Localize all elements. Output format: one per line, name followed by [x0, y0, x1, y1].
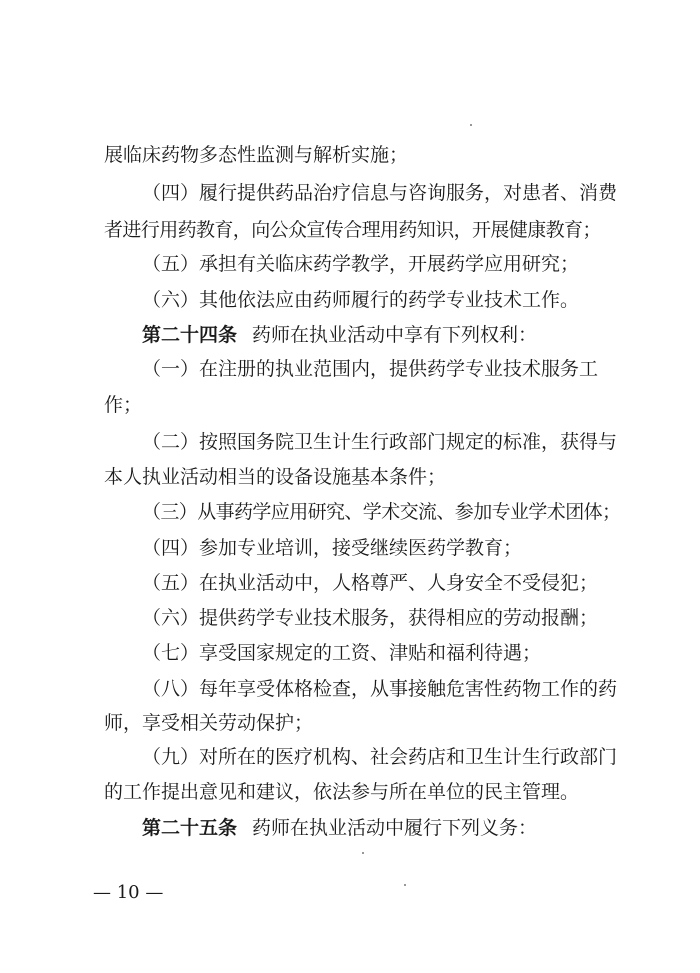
text-line-content: 药师在执业活动中履行下列义务： — [252, 817, 538, 839]
text-line-content: （四）参加专业培训，接受继续医药学教育； — [142, 537, 523, 559]
article-number: 第二十四条 — [142, 324, 238, 346]
text-line-content: （五）在执业活动中，人格尊严、人身安全不受侵犯； — [142, 572, 599, 594]
text-line-content: （四）履行提供药品治疗信息与咨询服务，对患者、消费 — [142, 182, 618, 204]
text-line-content: 药师在执业活动中享有下列权利： — [252, 324, 538, 346]
text-line-content: （七）享受国家规定的工资、津贴和福利待遇； — [142, 642, 542, 664]
text-line-content: （六）提供药学专业技术服务，获得相应的劳动报酬； — [142, 607, 599, 629]
text-line-content: 者进行用药教育，向公众宣传合理用药知识，开展健康教育； — [104, 219, 601, 241]
scan-speck — [404, 884, 406, 886]
text-line-content: （三）从事药学应用研究、学术交流、参加专业学术团体； — [142, 501, 621, 523]
scan-speck — [470, 124, 472, 126]
text-line-content: 的工作提出意见和建议，依法参与所在单位的民主管理。 — [104, 781, 580, 803]
text-line-content: 师，享受相关劳动保护； — [104, 712, 314, 734]
text-line-content: （九）对所在的医疗机构、社会药店和卫生计生行政部门 — [142, 746, 618, 768]
scan-speck — [362, 852, 364, 854]
text-line-content: （五）承担有关临床药学教学，开展药学应用研究； — [142, 253, 580, 275]
text-line-content: 展临床药物多态性监测与解析实施； — [104, 144, 409, 166]
page-number: — 10 — — [93, 882, 164, 903]
text-line-content: 本人执业活动相当的设备设施基本条件； — [104, 466, 447, 488]
text-line-content: （二）按照国务院卫生计生行政部门规定的标准，获得与 — [142, 431, 618, 453]
article-number: 第二十五条 — [142, 817, 238, 839]
text-line-content: （八）每年享受体格检查，从事接触危害性药物工作的药 — [142, 678, 618, 700]
text-line-content: 作； — [104, 394, 143, 416]
text-line-content: （一）在注册的执业范围内，提供药学专业技术服务工 — [142, 358, 599, 380]
text-line-content: （六）其他依法应由药师履行的药学专业技术工作。 — [142, 289, 580, 311]
